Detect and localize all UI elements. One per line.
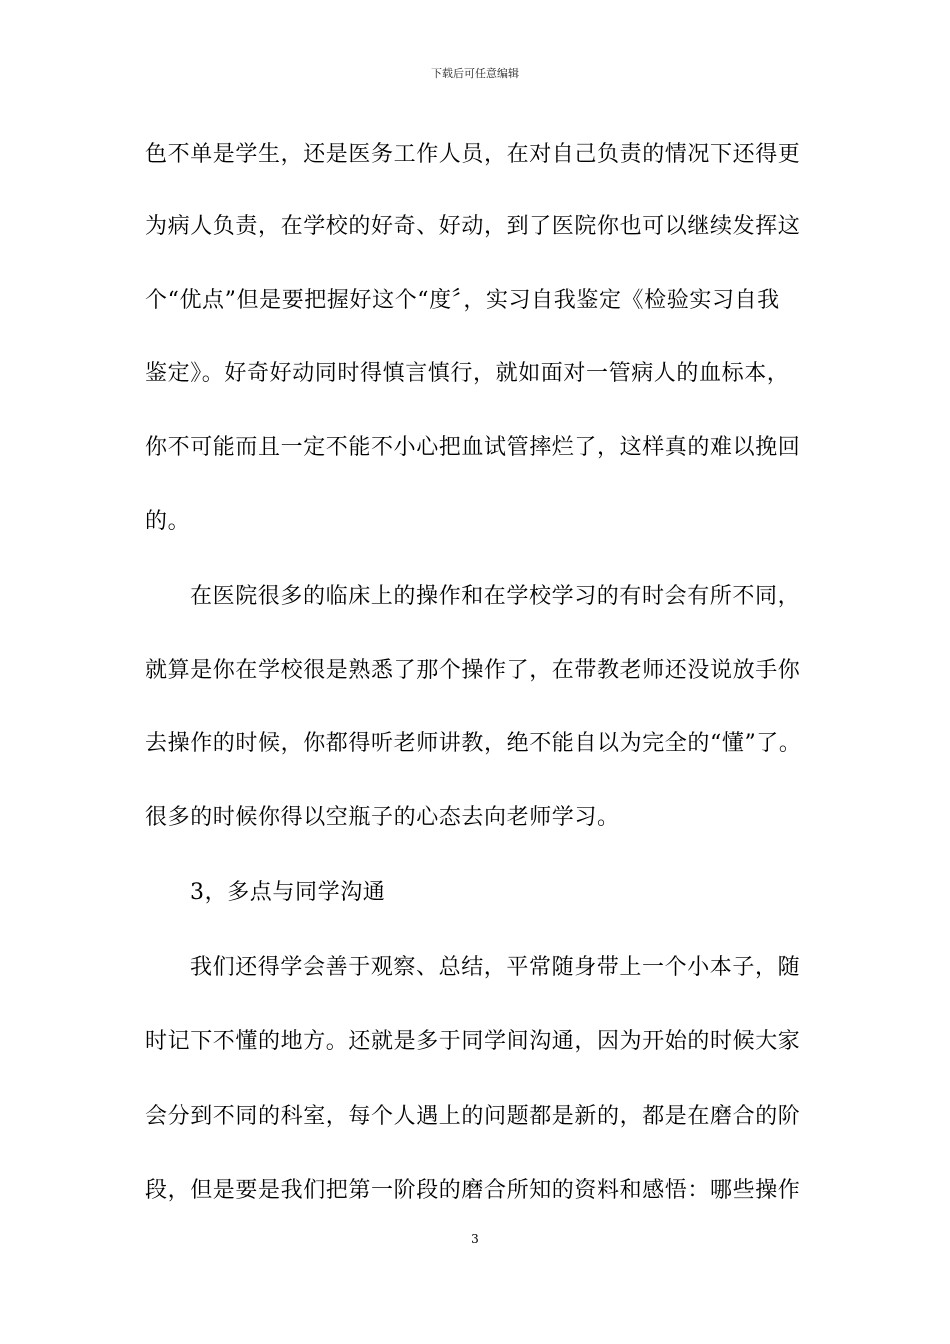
section-heading: 3，多点与同学沟通 [190, 880, 386, 905]
body-line: 就算是你在学校很是熟悉了那个操作了，在带教老师还没说放手你 [145, 658, 801, 683]
body-line: 很多的时候你得以空瓶子的心态去向老师学习。 [145, 805, 620, 830]
body-line: 你不可能而且一定不能不小心把血试管摔烂了，这样真的难以挽回 [145, 435, 801, 460]
body-line: 为病人负责，在学校的好奇、好动，到了医院你也可以继续发挥这 [145, 214, 801, 239]
body-line: 时记下不懂的地方。还就是多于同学间沟通，因为开始的时候大家 [145, 1029, 801, 1054]
body-line: 色不单是学生，还是医务工作人员，在对自己负责的情况下还得更 [145, 142, 801, 167]
body-line: 会分到不同的科室，每个人遇上的问题都是新的，都是在磨合的阶 [145, 1104, 801, 1129]
body-line: 的。 [145, 509, 191, 534]
body-line: 段，但是要是我们把第一阶段的磨合所知的资料和感悟：哪些操作 [145, 1178, 801, 1203]
body-line: 去操作的时候，你都得听老师讲教，绝不能自以为完全的“懂”了。 [145, 731, 802, 756]
paragraph-first-line: 我们还得学会善于观察、总结，平常随身带上一个小本子，随 [190, 955, 801, 980]
page-header: 下载后可任意编辑 [431, 67, 519, 80]
body-line: 个“优点”但是要把握好这个“度〞，实习自我鉴定《检验实习自我 [145, 288, 780, 313]
body-line: 鉴定》。好奇好动同时得慎言慎行，就如面对一管病人的血标本， [145, 361, 790, 386]
paragraph-first-line: 在医院很多的临床上的操作和在学校学习的有时会有所不同， [190, 584, 801, 609]
page-number: 3 [471, 1232, 479, 1246]
